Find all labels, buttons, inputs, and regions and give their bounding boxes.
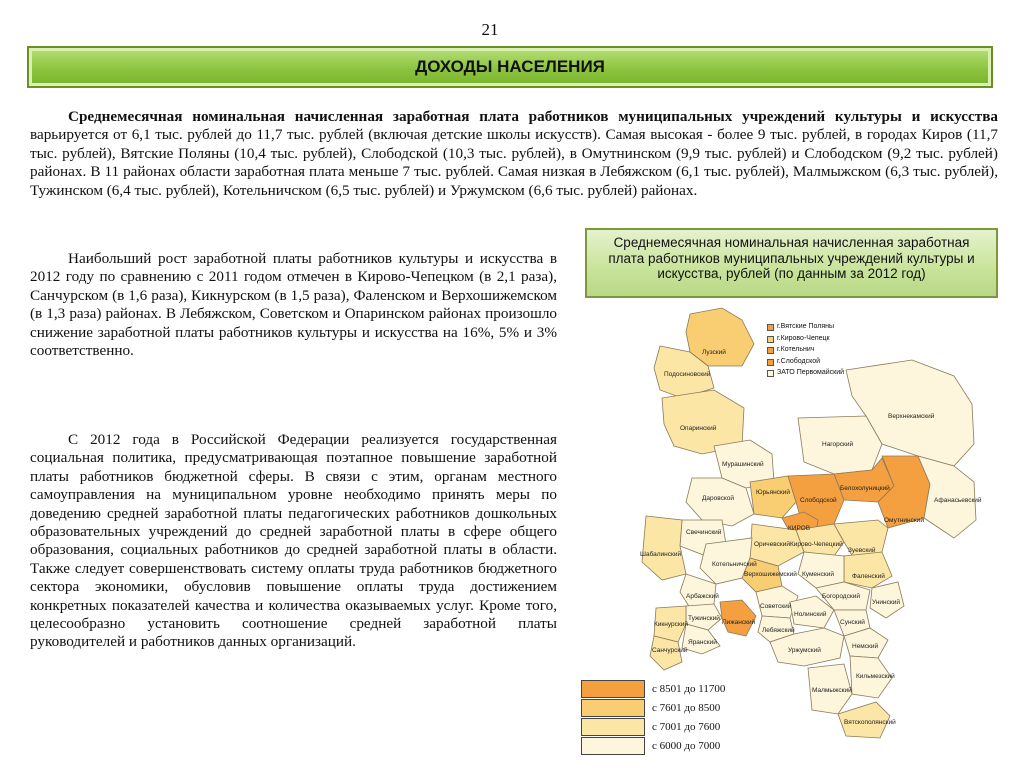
district-falensky xyxy=(844,552,892,588)
city-legend-row xyxy=(767,334,877,346)
label-sanchursky: Санчурский xyxy=(652,647,688,654)
district-kumensky xyxy=(798,552,844,588)
growth-paragraph: Наибольший рост заработной платы работников культуры и искусства в 2012 году по сравнению с 2011 годом отмечен в Кирово-Чепецком (в 2,1 раза), Санчурском (в 1,6 раза), Кикнурском (в 1,5 раза), Фаленском и Верхошижемском (в 1,3 раза) районах. В Лебяжском, Советском и Опаринском районах произошло снижение заработной платы работников культуры и искусства на 16%, 5% и 3% соответственно. xyxy=(30,250,557,360)
city-legend xyxy=(767,322,877,380)
label-luzsky: Лузский xyxy=(702,349,726,356)
label-slobodskoy: Слободской xyxy=(800,497,837,504)
label-yaransky: Яранский xyxy=(688,639,717,646)
legend-swatch xyxy=(767,359,774,366)
page-number: 21 xyxy=(481,20,499,39)
label-sunsky: Сунский xyxy=(840,619,865,626)
label-kirov: КИРОВ xyxy=(788,525,811,532)
label-orichevsky: Оричевский xyxy=(754,541,791,548)
label-pizhansky: Пижанский xyxy=(722,619,756,626)
legend-swatch xyxy=(767,370,774,377)
district-shabalinsky xyxy=(642,516,686,580)
legend-row xyxy=(581,699,741,717)
city-legend-row xyxy=(767,357,877,369)
legend-label: г.Котельнич xyxy=(777,346,815,353)
map-title: Среднемесячная номинальная начисленная заработная плата работников муниципальных учреждений культуры и искусства, рублей (по данным за 2012 год) xyxy=(608,235,975,281)
label-tuzhinsky: Тужинский xyxy=(688,615,720,622)
label-yuryansky: Юрьянский xyxy=(756,489,791,496)
legend-label: г.Вятские Поляны xyxy=(777,323,835,330)
label-zuevsky: Зуевский xyxy=(848,547,876,554)
legend-swatch xyxy=(767,347,774,354)
label-kiknursky: Кикнурский xyxy=(654,621,688,628)
label-malmyzhsky: Малмыжский xyxy=(812,687,852,694)
legend-label: ЗАТО Первомайский xyxy=(777,369,845,376)
label-unsky: Унинский xyxy=(872,599,901,606)
label-kumensky: Куменский xyxy=(802,571,834,578)
label-lebyazhsky: Лебяжский xyxy=(762,627,795,634)
legend-label: с 6000 до 7000 xyxy=(652,740,721,752)
legend-swatch xyxy=(581,718,645,736)
legend-label: г.Кирово-Чепецк xyxy=(777,334,830,342)
legend-swatch xyxy=(767,324,774,331)
label-urzhumsky: Уржумский xyxy=(788,647,821,654)
label-kirovo-chepetsky: Кирово-Чепецкий xyxy=(790,541,843,548)
label-svechinsky: Свечинский xyxy=(686,529,722,536)
label-kilmezsky: Кильмезский xyxy=(856,673,895,680)
label-kotelnichsky: Котельничский xyxy=(712,561,757,568)
label-oparinsky: Опаринский xyxy=(680,425,717,432)
label-afanasyevsky: Афанасьевский xyxy=(934,497,982,504)
section-title: ДОХОДЫ НАСЕЛЕНИЯ xyxy=(415,57,605,76)
intro-text: варьируется от 6,1 тыс. рублей до 11,7 тыс. рублей (включая детские школы искусств). Самая высокая - более 9 тыс. рублей, в городах Киров (11,7 тыс. рублей), Вятские Поляны (10,4 тыс. рублей), Слободской (10,3 тыс. рублей), в Омутнинском (9,9 тыс. рублей) и Слободском (9,2 тыс. рублей) районах. В 11 районах области заработная плата меньше 7 тыс. рублей. Самая низкая в Лебяжском (6,1 тыс. рублей), Малмыжском (6,3 тыс. рублей), Тужинском (6,4 тыс. рублей), Котельничском (6,5 тыс. рублей) и Уржумском (6,6 тыс. рублей) районах. xyxy=(30,126,998,199)
label-nolinsky: Нолинский xyxy=(794,611,827,618)
label-falensky: Фаленский xyxy=(852,573,885,580)
legend-label: с 7601 до 8500 xyxy=(652,702,721,714)
label-verkhoshizhemsky: Верхошижемский xyxy=(744,571,797,578)
legend-label: г.Слободской xyxy=(777,357,821,365)
label-vyatskopolyansky: Вятскополянский xyxy=(844,719,896,726)
city-legend-row xyxy=(767,368,877,380)
salary-legend xyxy=(581,680,741,754)
label-belokholunitsky: Белохолуницкий xyxy=(840,485,890,492)
label-omutninsky: Омутнинский xyxy=(884,517,924,524)
legend-row xyxy=(581,680,741,698)
legend-swatch xyxy=(581,699,645,717)
map-title-box xyxy=(585,228,998,298)
legend-row xyxy=(581,737,741,755)
city-legend-row xyxy=(767,322,877,334)
label-murashinsky: Мурашинский xyxy=(722,461,764,468)
legend-row xyxy=(581,718,741,736)
district-pizhansky xyxy=(720,600,756,636)
intro-paragraph xyxy=(30,108,998,200)
label-sovetsky: Советский xyxy=(760,603,792,610)
label-podosinovsky: Подосиновский xyxy=(664,371,711,378)
label-darovskoy: Даровской xyxy=(702,495,735,502)
legend-swatch xyxy=(581,680,645,698)
district-yuryansky xyxy=(750,476,796,518)
label-shabalinsky: Шабалинский xyxy=(640,551,682,558)
label-arbazhsky: Арбажский xyxy=(686,593,719,600)
legend-label: с 7001 до 7600 xyxy=(652,721,721,733)
label-nagorsky: Нагорский xyxy=(822,441,854,448)
section-title-banner xyxy=(27,46,993,88)
intro-bold-lead: Среднемесячная номинальная начисленная заработная плата работников муниципальных учреждений культуры и искусства xyxy=(68,108,998,125)
label-nemsky: Немский xyxy=(852,643,879,650)
legend-swatch xyxy=(581,737,645,755)
policy-paragraph: С 2012 года в Российской Федерации реализуется государственная социальная политика, предусматривающая поэтапное повышение заработной платы работников бюджетной сферы. В связи с этим, органам местного самоуправления на муниципальном уровне необходимо принять меры по доведению средней заработной платы педагогических работников дошкольных образовательных учреждений до средней заработной платы в сфере общего образования, социальных работников до средней заработной платы в области. Также следует совершенствовать систему оплаты труда работников бюджетного сектора экономики, обусловив повышение оплаты труда достижением конкретных показателей качества и количества оказываемых услуг. Кроме того, целесообразно установить соотношение средней заработной платы руководителей и работников данных организаций. xyxy=(30,431,557,651)
label-verkhnekamsky: Верхнекамский xyxy=(888,413,935,420)
legend-label: с 8501 до 11700 xyxy=(652,683,726,695)
city-legend-row xyxy=(767,345,877,357)
legend-swatch xyxy=(767,336,774,343)
label-bogorodsky: Богородский xyxy=(822,593,860,600)
